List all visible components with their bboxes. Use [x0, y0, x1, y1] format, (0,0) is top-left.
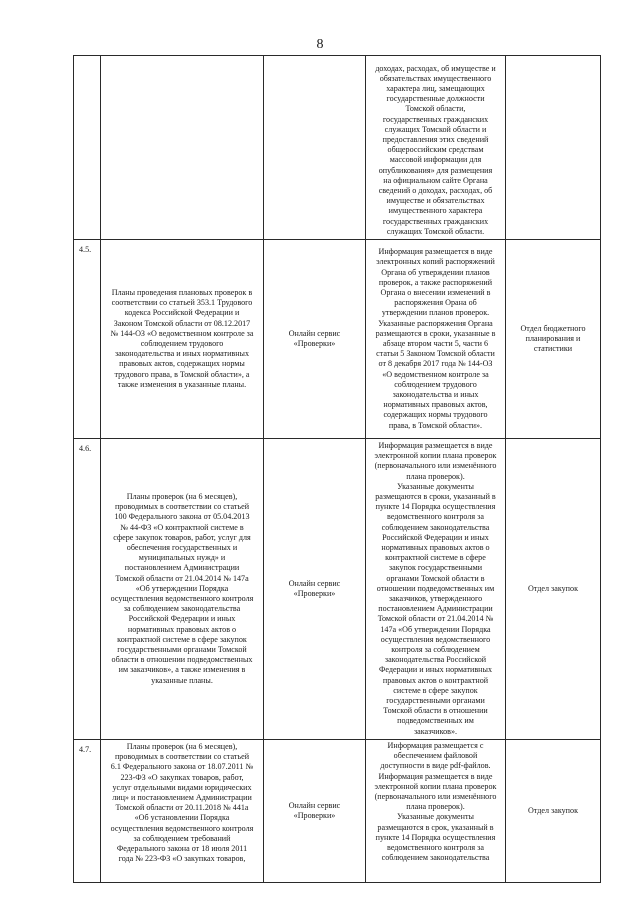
document-description: Планы проверок (на 6 месяцев), проводимых в соответствии со статьей 6.1 Федерального закона от 18.07.2011 № 223-ФЗ «О закупках товаров, работ, услуг отдельными видами юридических лиц» и постановлением Администрации Томской области от 20.11.2018 № 441а «Об установлении Порядка осуществления ведомственного контроля за соблюдением требований Федерального закона от 18 июля 2011 года № 223-ФЗ «О закупках товаров,	[101, 739, 264, 882]
document-description: Планы проверок (на 6 месяцев), проводимых в соответствии со статьей 100 Федерального закона от 05.04.2013 № 44-ФЗ «О контрактной системе в сфере закупок товаров, работ, услуг для обеспечения государственных и муниципальных нужд» и постановлением Администрации Томской области от 21.04.2014 № 147а «Об утверждении Порядка осуществления ведомственного контроля за соблюдением законодательства Российской Федерации и иных нормативных правовых актов о контрактной системе в сфере закупок государственными органами Томской области в отношении подведомственных им заказчиков», а также изменения в указанные планы.	[101, 439, 264, 740]
document-table	[73, 55, 601, 883]
publication-info: Информация размещается в виде электронных копий распоряжений Органа об утверждении планов проверок, а также распоряжений Органа о внесении изменений в распоряжения Орана об утверждении планов проверок. Указанные распоряжения Органа размещаются в сроки, указанные в абзаце втором части 5, части 6 статьи 5 Законом Томской области от 8 декабря 2017 года № 144-ОЗ «О ведомственном контроле за соблюдением трудового законодательства и иных нормативных правовых актов, содержащих нормы трудового права, в Томской области».	[366, 240, 506, 439]
document-description	[101, 56, 264, 240]
publication-info: Информация размещается с обеспечением файловой доступности в виде pdf-файлов. Информация размещается в виде электронной копии плана проверок (первоначального или изменённого плана проверок). Указанные документы размещаются в срок, указанный в пункте 14 Порядка осуществления ведомственного контроля за соблюдением законодательства	[366, 739, 506, 882]
row-number: 4.7.	[74, 739, 101, 882]
table-row	[74, 56, 601, 240]
table-row	[74, 240, 601, 439]
publication-method: Онлайн сервис «Проверки»	[264, 240, 366, 439]
responsible-department: Отдел бюджетного планирования и статистики	[506, 240, 601, 439]
publication-method: Онлайн сервис «Проверки»	[264, 439, 366, 740]
row-number	[74, 56, 101, 240]
row-number: 4.5.	[74, 240, 101, 439]
table-row	[74, 439, 601, 740]
page-number: 8	[316, 37, 324, 52]
responsible-department: Отдел закупок	[506, 739, 601, 882]
table-row	[74, 739, 601, 882]
document-description: Планы проведения плановых проверок в соответствии со статьей 353.1 Трудового кодекса Российской Федерации и Законом Томской области от 08.12.2017 № 144-ОЗ «О ведомственном контроле за соблюдением трудового законодательства и иных нормативных правовых актов, содержащих нормы трудового права, в Томской области», а также изменения в указанные планы.	[101, 240, 264, 439]
publication-method	[264, 56, 366, 240]
publication-info: Информация размещается в виде электронной копии плана проверок (первоначального или изменённого плана проверок). Указанные документы размещаются в сроки, указанный в пункте 14 Порядка осуществления ведомственного контроля за соблюдением законодательства Российской Федерации и иных нормативных правовых актов о контрактной системе в сфере закупок государственными органами Томской области в отношении подведомственных им заказчиков, утвержденного постановлением Администрации Томской области от 21.04.2014 № 147а «Об утверждении Порядка осуществления ведомственного контроля за соблюдением законодательства Российской Федерации и иных нормативных правовых актов о контрактной системе в сфере закупок государственными органами Томской области в отношении подведомственных им заказчиков».	[366, 439, 506, 740]
publication-info: доходах, расходах, об имуществе и обязательствах имущественного характера лиц, замещающих государственные должности Томской области, государственных гражданских служащих Томской области и предоставления этих сведений общероссийским средствам массовой информации для опубликования» для размещения на официальном сайте Органа сведений о доходах, расходах, об имуществе и обязательствах имущественного характера государственных гражданских служащих Томской области.	[366, 56, 506, 240]
responsible-department	[506, 56, 601, 240]
row-number: 4.6.	[74, 439, 101, 740]
responsible-department: Отдел закупок	[506, 439, 601, 740]
publication-method: Онлайн сервис «Проверки»	[264, 739, 366, 882]
